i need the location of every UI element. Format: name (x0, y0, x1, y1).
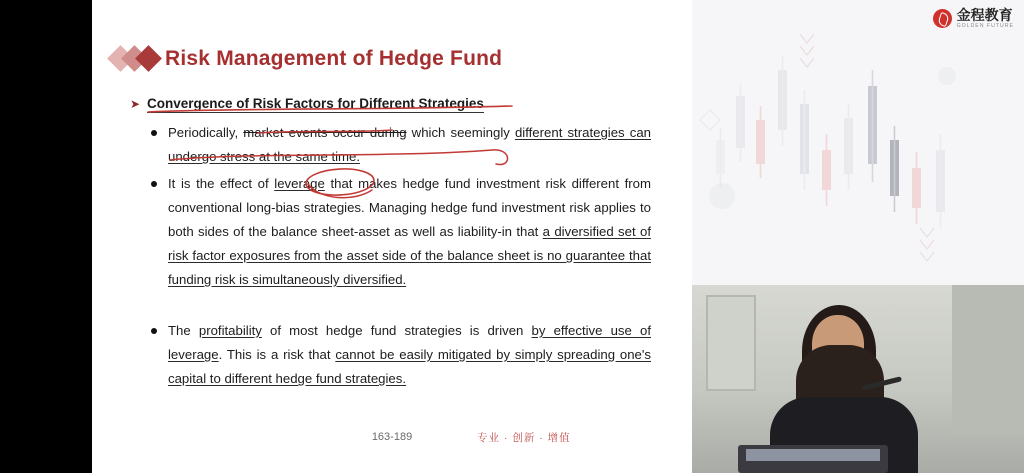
bullet-paragraph-2: It is the effect of leverage that makes hedge fund investment risk different from conventional long-bias strategies. Managing hedge fund investment risk applies to both sides of the balance sheet-asset as well as liability-in that a diversified set of risk factor exposures from the asset side of the balance sheet is no guarantee that funding risk is simultaneously diversified. (168, 176, 651, 287)
wall-frame-decoration (706, 295, 756, 391)
brand-name-en: GOLDEN FUTURE (956, 23, 1014, 29)
slide-footer-slogan: 专业 · 创新 · 增值 (477, 432, 571, 444)
bullet-paragraph-3: The profitability of most hedge fund strategies is driven by effective use of leverage. This is a risk that cannot be easily mitigated by simply spreading one's capital to different hedge fund strategies. (168, 323, 652, 386)
arrow-bullet-icon: ➤ (130, 97, 141, 111)
candlestick-decoration-icon (692, 0, 1024, 285)
section-subheading-text: Convergence of Risk Factors for Different Strategies (147, 96, 484, 111)
wall-door-decoration (952, 285, 1024, 435)
title-diamond-icon (111, 46, 169, 72)
slide-page-number: 163-189 (371, 431, 413, 443)
slide-panel (92, 0, 692, 473)
page-title: Risk Management of Hedge Fund (165, 47, 503, 70)
brand-logo (933, 8, 1014, 29)
letterbox-left (0, 0, 92, 473)
laptop-icon (738, 445, 888, 473)
bullet-paragraph-1: Periodically, market events occur during which seemingly different strategies can undergo stress at the same time. (168, 125, 651, 164)
brand-name-cn: 金程教育 (956, 7, 1013, 23)
background-chart-graphic (692, 0, 1024, 285)
brand-mark-icon (933, 9, 952, 28)
bullet-marker (151, 130, 157, 136)
section-subheading (147, 96, 484, 111)
bullet-marker (151, 328, 157, 334)
right-column (692, 0, 1024, 473)
bullet-marker (151, 181, 157, 187)
presenter-video[interactable] (692, 285, 1024, 473)
